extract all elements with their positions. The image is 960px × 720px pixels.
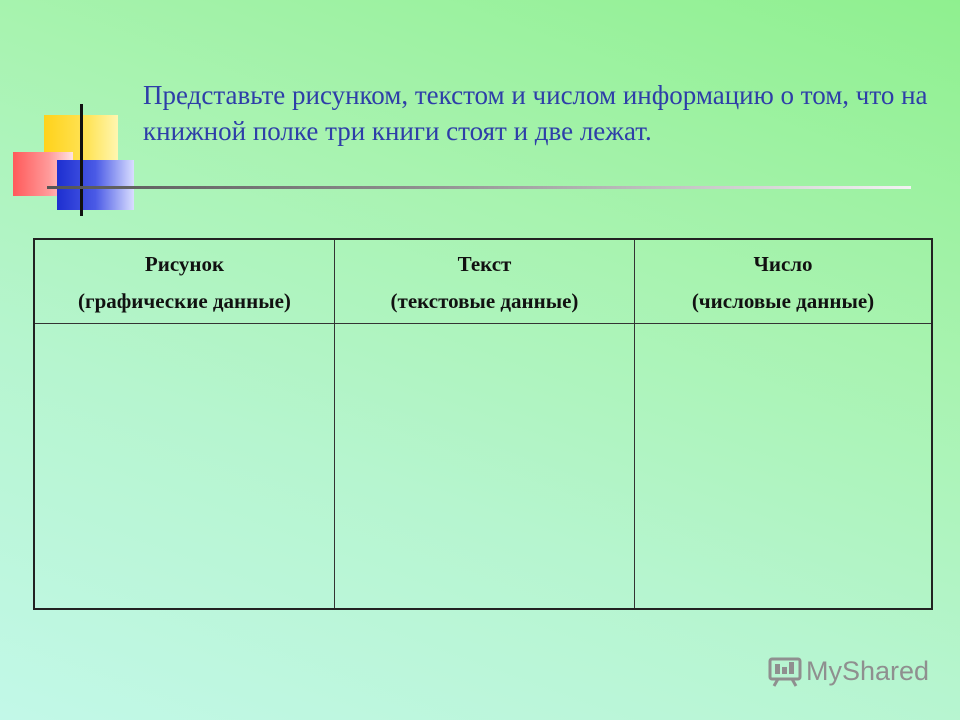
- presentation-board-icon: [768, 655, 802, 687]
- decorative-blue-square: [57, 160, 134, 210]
- column-subtitle: (графические данные): [78, 289, 291, 313]
- column-header-number: [635, 240, 931, 324]
- column-title: Число: [753, 252, 813, 276]
- column-subtitle: (числовые данные): [691, 289, 875, 313]
- column-subtitle: (текстовые данные): [390, 289, 579, 313]
- empty-cell-text: [335, 324, 635, 608]
- column-title: Рисунок: [144, 252, 225, 276]
- column-header-picture: [35, 240, 335, 324]
- decorative-horizontal-line: [47, 186, 911, 189]
- empty-cell-number: [635, 324, 931, 608]
- data-types-table: [33, 238, 933, 610]
- watermark: [768, 655, 929, 687]
- decorative-vertical-line: [80, 104, 83, 216]
- column-title: Текст: [457, 252, 512, 276]
- watermark-text: MyShared: [806, 655, 930, 686]
- empty-cell-picture: [35, 324, 335, 608]
- slide-title: Представьте рисунком, текстом и числом информацию о том, что на книжной полке три книги стоят и две лежат.: [143, 80, 928, 146]
- column-header-text: [335, 240, 635, 324]
